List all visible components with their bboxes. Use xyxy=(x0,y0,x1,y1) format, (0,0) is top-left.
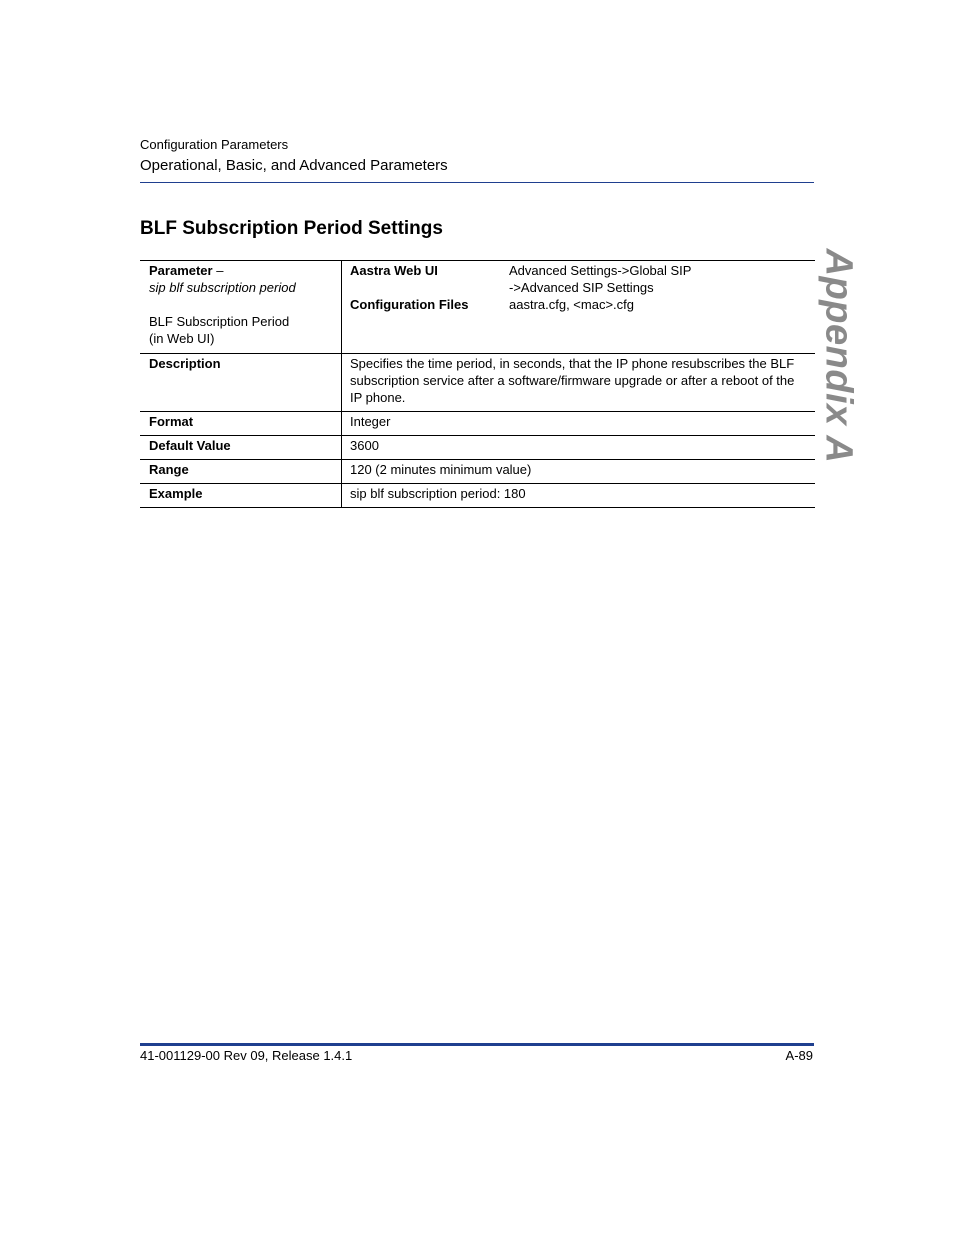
location-label: Aastra Web UI xyxy=(350,263,438,278)
row-label: Format xyxy=(140,412,342,436)
row-value: 120 (2 minutes minimum value) xyxy=(342,460,816,484)
row-label: Default Value xyxy=(140,436,342,460)
header-section: Operational, Basic, and Advanced Parameters xyxy=(140,157,448,174)
location-value: Advanced Settings->Global SIP xyxy=(509,263,692,278)
row-label: Example xyxy=(140,484,342,508)
appendix-side-tab xyxy=(812,248,864,464)
row-value: Specifies the time period, in seconds, that the IP phone resubscribes the BLF subscription service after a software/firmware upgrade or after a reboot of the IP phone. xyxy=(342,354,816,412)
table-row xyxy=(140,354,815,412)
table-row xyxy=(140,412,815,436)
footer-rule xyxy=(140,1043,814,1046)
table-row xyxy=(140,436,815,460)
location-config-files xyxy=(350,296,807,313)
location-cell xyxy=(342,261,816,354)
page-title: BLF Subscription Period Settings xyxy=(140,218,443,239)
webui-name-line2: (in Web UI) xyxy=(149,331,215,346)
table-row xyxy=(140,484,815,508)
row-value: sip blf subscription period: 180 xyxy=(342,484,816,508)
header-chapter: Configuration Parameters xyxy=(140,137,289,152)
parameter-label: Parameter xyxy=(149,263,213,278)
row-label: Description xyxy=(140,354,342,412)
footer-doc-id: 41-001129-00 Rev 09, Release 1.4.1 xyxy=(140,1048,353,1063)
table-row xyxy=(140,460,815,484)
parameter-name: sip blf subscription period xyxy=(149,280,296,295)
appendix-label: Appendix A xyxy=(817,248,860,464)
row-value: Integer xyxy=(342,412,816,436)
parameter-cell xyxy=(140,261,342,354)
row-label: Range xyxy=(140,460,342,484)
location-webui xyxy=(350,262,807,296)
footer-page-number: A-89 xyxy=(785,1048,813,1063)
webui-name-line1: BLF Subscription Period xyxy=(149,314,290,329)
location-value: aastra.cfg, <mac>.cfg xyxy=(509,297,635,312)
row-value: 3600 xyxy=(342,436,816,460)
location-label: Configuration Files xyxy=(350,297,469,312)
location-value: ->Advanced SIP Settings xyxy=(509,280,654,295)
header-rule xyxy=(140,182,814,183)
parameter-dash: – xyxy=(212,263,224,278)
table-row xyxy=(140,261,815,354)
parameter-table xyxy=(140,260,815,508)
